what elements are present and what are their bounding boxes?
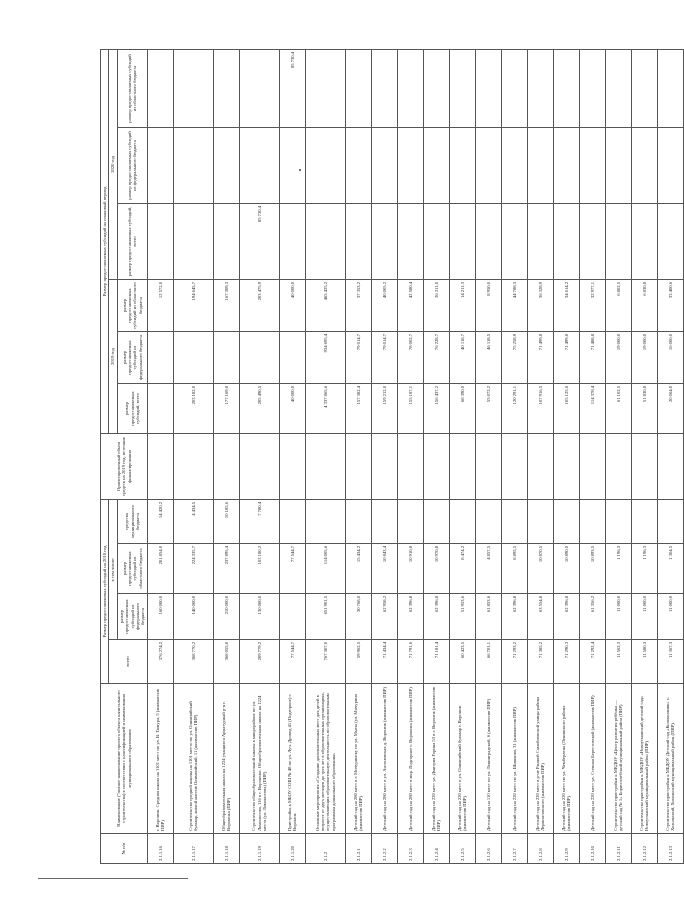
row-value (501, 500, 527, 544)
row-value: 77 544,7 (279, 640, 305, 684)
row-value (305, 49, 345, 127)
row-value (579, 434, 605, 500)
table-row (475, 49, 501, 863)
row-value: 465 425,2 (305, 280, 345, 332)
row-value (173, 49, 213, 127)
row-value: 105 125,6 (553, 384, 579, 434)
row-value (305, 128, 345, 204)
row-value: 51 830,8 (631, 384, 657, 434)
row-value: 205 490,5 (239, 384, 279, 434)
row-value: 4 337 865,6 (305, 384, 345, 434)
table-row (657, 49, 683, 863)
row-value: 14 211,3 (449, 280, 475, 332)
header-name: Наименование ("полное наименование проекта объекта капитального строительства) в соответствии с классификацией и наименования муниципального образования (101, 684, 148, 834)
row-value: 8 950,0 (475, 280, 501, 332)
row-value: 71 499,8 (553, 332, 579, 384)
row-value: 10 890,0 (553, 544, 579, 594)
row-value: 177 169,0 (213, 384, 239, 434)
header-2020-obl: размер предоставляемых субсидий из областного бюджета (117, 49, 147, 127)
row-value: 201 854,0 (147, 544, 173, 594)
row-value (475, 434, 501, 500)
row-value: 12 572,0 (147, 280, 173, 332)
row-value: 16 000,0 (657, 332, 683, 384)
row-value: 44 788,3 (501, 280, 527, 332)
row-name: Пристройка к МБОУ СОШ № 48 по ул. Луч. Дровод 41 (Подгорное) г. Воронеж (279, 684, 305, 834)
header-2019: 2019 год (109, 280, 117, 434)
row-value (657, 500, 683, 544)
row-value (579, 204, 605, 280)
row-name: Основные мероприятия «Создание дополнительных мест для детей в возрасте от двух месяцев до трех лет в образовательных организациях, осуществляющих образовательную деятельность по образовательным программам дошкольного образования» (305, 684, 345, 834)
row-value: 19 000,0 (605, 332, 631, 384)
row-code: 2.1.1.17 (173, 834, 213, 864)
row-value (475, 204, 501, 280)
row-value (397, 500, 423, 544)
header-size-obl: размер предоставляемых субсидий из областного бюджета (117, 280, 147, 332)
row-code: 2.1.2.2 (371, 834, 397, 864)
row-value: 40 000,0 (279, 280, 305, 332)
row-value: 1 196,3 (605, 544, 631, 594)
header-size-total: размер предоставляемых субсидий, всего (117, 384, 147, 434)
row-value: 10 843,4 (371, 544, 397, 594)
row-value: 210 000,0 (213, 594, 239, 640)
row-name: Строительство общеобразовательной школы в микрорайоне по ул. Ломоносова, 116 в г. Воронеже. Общеобразовательная школа на 1224 места (ул. Ломоносова) (ПИР) (239, 684, 279, 834)
row-value: 40 005,2 (371, 280, 397, 332)
row-value: 11 000,0 (657, 594, 683, 640)
row-name: Общеобразовательная школа на 1224 учащихся Арматурный р-н г. Воронежа (ПИР) (213, 684, 239, 834)
row-value (553, 128, 579, 204)
row-value: 237 895,4 (213, 544, 239, 594)
row-value: 71 488,8 (579, 332, 605, 384)
row-value: 68 390,0 (449, 384, 475, 434)
row-value: 6 830,8 (631, 280, 657, 332)
row-value (631, 434, 657, 500)
row-value (527, 204, 553, 280)
row-value (279, 500, 305, 544)
row-code: 2.1.1.20 (279, 834, 305, 864)
row-value (423, 49, 449, 127)
row-value: 26 211,0 (423, 280, 449, 332)
row-value: 19 000,0 (631, 332, 657, 384)
row-name: Детский сад на 220 мест ул. Дмитрия Горина 53 в г. Воронеж (жилмассив ПИР) (423, 684, 449, 834)
row-value (501, 204, 527, 280)
row-value (423, 204, 449, 280)
row-value: 62 396,8 (423, 594, 449, 640)
row-name: Детский сад на 220 мест в ул. Олимпийский бульвар г. Воронеж (жилмассив ПИР) (449, 684, 475, 834)
row-value: 157 382,4 (345, 384, 371, 434)
table-row (371, 49, 397, 863)
row-value (239, 434, 279, 500)
row-name: Строительство пристройки к МКДОУ «Центр развития ребёнка — детский сад № 1» Борисоглебский муниципальный район (ПИР) (605, 684, 631, 834)
table-row (345, 49, 371, 863)
row-value (397, 204, 423, 280)
row-value (397, 128, 423, 204)
row-code: 2.1.2.8 (527, 834, 553, 864)
row-value: 11 562,3 (605, 640, 631, 684)
row-name: Строительство пристройки к МКДОУ «Новоусманский детский сад» Новоусманский муниципальный район (ПИР) (631, 684, 657, 834)
row-value: 71 499,8 (527, 332, 553, 384)
row-name: Детский сад на 220 мест ул. Степная Берестовской (жилмассив ПИР) (579, 684, 605, 834)
table-header (101, 49, 148, 863)
row-value (631, 128, 657, 204)
row-value (423, 500, 449, 544)
row-name: г. Воронеж. Средняя школа на 1101 мест по ул. В. Тимура, 5 (жилмассив ПИР) (147, 684, 173, 834)
row-value: 103 180,2 (239, 544, 279, 594)
row-value: 34 614,2 (553, 280, 579, 332)
header-2020: 2020 год (109, 49, 117, 279)
row-value: 71 290,3 (553, 640, 579, 684)
row-code: 2.1.2.10 (579, 834, 605, 864)
row-value: 46 118,5 (475, 332, 501, 384)
table-row (579, 49, 605, 863)
table-row (449, 49, 475, 863)
row-value (553, 500, 579, 544)
row-code: 2.1.2 (305, 834, 345, 864)
row-code: 2.1.2.3 (397, 834, 423, 864)
row-value (527, 500, 553, 544)
row-value (579, 500, 605, 544)
row-value: 114 005,6 (305, 544, 345, 594)
row-value: 4 434,5 (173, 500, 213, 544)
row-value (239, 128, 279, 204)
row-value: 14 420,2 (147, 500, 173, 544)
row-value: 71 181,4 (423, 640, 449, 684)
row-value (449, 500, 475, 544)
row-value: 10 970,8 (423, 544, 449, 594)
row-value: 1 196,3 (631, 544, 657, 594)
row-value: 20 064,0 (657, 384, 683, 434)
row-value: 60 423,5 (449, 640, 475, 684)
row-value (371, 128, 397, 204)
row-value (579, 49, 605, 127)
row-value: 37 353,2 (345, 280, 371, 332)
row-value: 10 910,8 (397, 544, 423, 594)
row-value: 85 730,4 (239, 204, 279, 280)
table-row (397, 49, 423, 863)
row-value: 61 356,2 (579, 594, 605, 640)
row-value (279, 128, 305, 204)
row-value: 62 958,2 (371, 594, 397, 640)
row-value (173, 434, 213, 500)
table-body (147, 49, 683, 863)
row-value (147, 128, 173, 204)
row-value (475, 128, 501, 204)
row-value: 71 385,2 (527, 640, 553, 684)
row-value (147, 204, 173, 280)
row-value (239, 332, 279, 384)
row-value: 62 396,8 (553, 594, 579, 640)
table-row (527, 49, 553, 863)
row-name: Детский сад на 220 мест по ул. Чемберлена (Ленинского района (жилмассив ПИР) (553, 684, 579, 834)
row-value: 934 695,4 (305, 332, 345, 384)
row-value: 203 182,0 (173, 384, 213, 434)
row-value (631, 49, 657, 127)
table-row (173, 49, 213, 863)
row-value: 40 000,0 (279, 384, 305, 434)
row-value (449, 204, 475, 280)
row-value: 167 309,3 (213, 280, 239, 332)
row-value: 30 768,0 (345, 594, 371, 640)
row-name: Строительство средней школы на 1101 место по ул. Олимпийский бульвар, жилой массив Олимпийский, 11 (жилмассив ПИР) (173, 684, 213, 834)
row-value: 209 779,2 (239, 640, 279, 684)
row-value: 368 055,0 (213, 640, 239, 684)
row-value: 79 014,7 (371, 332, 397, 384)
row-value (239, 49, 279, 127)
row-value: 203 475,9 (239, 280, 279, 332)
table-row (605, 49, 631, 863)
table-row (305, 49, 345, 863)
row-value: 78 002,7 (397, 332, 423, 384)
row-value: 71 791,6 (397, 640, 423, 684)
row-value (345, 49, 371, 127)
row-value: 61 102,5 (605, 384, 631, 434)
header-obl: размер предоставляемых субсидий из областного бюджета (117, 544, 147, 594)
row-value: 10 185,6 (213, 500, 239, 544)
row-value: 1 304,5 (657, 544, 683, 594)
row-value (605, 128, 631, 204)
row-value (213, 128, 239, 204)
row-value: 71 292,4 (579, 640, 605, 684)
table-row (631, 49, 657, 863)
row-code: 2.1.2.11 (605, 834, 631, 864)
row-value (279, 594, 305, 640)
row-value (371, 49, 397, 127)
row-value (527, 49, 553, 127)
row-value (173, 332, 213, 384)
row-value: 194 645,7 (173, 280, 213, 332)
header-future: Размер предоставляемых субсидий на плановый период (101, 49, 109, 433)
header-estimate: Ориентировочный объем средств на 2019 год, источник финансирования (101, 434, 148, 500)
row-value (213, 434, 239, 500)
row-value (449, 128, 475, 204)
row-value: 6 802,5 (605, 280, 631, 332)
row-value: 160 000,0 (147, 594, 173, 640)
row-code: 2.1.2.6 (475, 834, 501, 864)
row-value (345, 434, 371, 500)
row-value: 10 893,5 (579, 544, 605, 594)
row-code: 2.1.2.1 (345, 834, 371, 864)
row-code: 2.1.2.12 (631, 834, 657, 864)
row-value: 40 118,7 (449, 332, 475, 384)
row-value (475, 500, 501, 544)
row-value (501, 434, 527, 500)
row-value (449, 49, 475, 127)
row-value: 61 853,6 (475, 594, 501, 640)
row-value (527, 128, 553, 204)
row-value (657, 434, 683, 500)
header-subsidy-2018: Размер предоставляемых субсидий на 2018 год (101, 500, 109, 684)
row-value: 75 258,9 (501, 332, 527, 384)
header-2020-total: размер предоставляемых субсидий, всего (117, 204, 147, 280)
table-row (239, 49, 279, 863)
row-value: 107 916,5 (527, 384, 553, 434)
row-value (279, 434, 305, 500)
row-value (553, 434, 579, 500)
row-value (579, 128, 605, 204)
header-no: № п/п (101, 834, 148, 864)
row-value: 71 293,2 (501, 640, 527, 684)
row-value (147, 434, 173, 500)
row-value: 51 953,6 (449, 594, 475, 640)
row-value: 32 977,1 (579, 280, 605, 332)
row-value: 42 580,4 (397, 280, 423, 332)
row-value (305, 500, 345, 544)
header-size-fed: размер предоставляемых субсидий из федерального бюджета (117, 332, 147, 384)
row-value: 71 434,4 (371, 640, 397, 684)
row-value: 8 474,2 (449, 544, 475, 594)
row-value (371, 204, 397, 280)
row-value (345, 204, 371, 280)
table-row (501, 49, 527, 863)
header-2020-fed: размер предоставляемых субсидий из федерального бюджета (117, 128, 147, 204)
row-value (213, 332, 239, 384)
row-value: 10 870,5 (527, 544, 553, 594)
row-value: 368 770,2 (173, 640, 213, 684)
row-value: 140 000,0 (173, 594, 213, 640)
row-value: 63 554,8 (527, 594, 553, 640)
row-value: 33 400,6 (657, 280, 683, 332)
row-value: 85 730,4 (279, 49, 305, 127)
table-row (553, 49, 579, 863)
row-value (657, 49, 683, 127)
row-name: Детский сад на 110 мест по ул. Ленинградской, 6 (жилмассив ПИР) (475, 684, 501, 834)
row-code: 2.1.2.4 (423, 834, 449, 864)
row-value (397, 49, 423, 127)
row-name: Детский сад на 280 мест в г. Мичуринску по ул. Мысы (ул. Мичурина (жилмассив ПИР) (345, 684, 371, 834)
row-value (605, 49, 631, 127)
row-value: 4 857,5 (475, 544, 501, 594)
row-value (147, 332, 173, 384)
table-row (147, 49, 173, 863)
row-value (631, 500, 657, 544)
row-value (279, 332, 305, 384)
row-value (553, 204, 579, 280)
header-fed: размер предоставляемых субсидий из федерального бюджета (117, 594, 147, 640)
row-value (423, 128, 449, 204)
row-name: Детский сад на 220 мест в р-не Ржавой Самойловской улицы района Лермонтовского (жилмассив ПИР) (527, 684, 553, 834)
row-code: 2.1.2.13 (657, 834, 683, 864)
row-value: 120 291,1 (501, 384, 527, 434)
row-value: 66 701,1 (475, 640, 501, 684)
row-name: Детский сад на 280 мест в мкр. Подгорное г. Воронежа (жилмассив ПИР) (397, 684, 423, 834)
row-value: 224 335,7 (173, 544, 213, 594)
row-value (475, 49, 501, 127)
row-value (279, 204, 305, 280)
row-value: 156 437,2 (423, 384, 449, 434)
row-value: 767 307,0 (305, 640, 345, 684)
row-name: Детский сад на 280 мест в ул. Антоновская д. Воронеж (жилмассив ПИР) (371, 684, 397, 834)
row-value (605, 500, 631, 544)
row-value (305, 204, 345, 280)
row-value (423, 434, 449, 500)
row-value (173, 128, 213, 204)
table-row (279, 49, 305, 863)
row-value (371, 500, 397, 544)
row-name: Строительство пристройки к МБДОУ Детский сад «Колокольчик» с. Хохольский, Хохольский муниципальный район (ПИР) (657, 684, 683, 834)
row-value: 55 072,2 (475, 384, 501, 434)
row-value: 7 780,4 (239, 500, 279, 544)
row-value: 36 328,9 (527, 280, 553, 332)
row-value: 11 367,3 (657, 640, 683, 684)
row-value: 8 895,5 (501, 544, 527, 594)
row-value (631, 204, 657, 280)
row-code: 2.1.1.18 (213, 834, 239, 864)
row-value: 77 544,7 (279, 544, 305, 594)
row-value (527, 434, 553, 500)
row-value (371, 434, 397, 500)
row-code: 2.1.2.7 (501, 834, 527, 864)
row-code: 2.1.2.5 (449, 834, 475, 864)
row-value: 59 962,5 (345, 640, 371, 684)
row-value (605, 204, 631, 280)
row-value (213, 204, 239, 280)
table-row (213, 49, 239, 863)
header-mun: средства муниципального бюджета (117, 500, 147, 544)
row-value: 62 396,8 (397, 594, 423, 640)
header-total: всего (109, 640, 147, 684)
row-code: 2.1.1.16 (147, 834, 173, 864)
row-value (553, 49, 579, 127)
subsidy-table (100, 49, 684, 864)
row-value: 79 014,7 (345, 332, 371, 384)
row-value: 114 378,4 (579, 384, 605, 434)
row-value (657, 128, 683, 204)
row-value (345, 500, 371, 544)
table-row (423, 49, 449, 863)
row-value: 11 000,0 (605, 594, 631, 640)
row-value: 11 580,3 (631, 640, 657, 684)
row-value: 11 000,0 (631, 594, 657, 640)
row-value (605, 434, 631, 500)
row-value: 130 000,0 (239, 594, 279, 640)
row-value: 76 228,7 (423, 332, 449, 384)
row-value: 155 187,1 (397, 384, 423, 434)
footer-rule (38, 878, 188, 879)
row-name: Детский сад на 220 мест по ул. Шишкова, 31 (жилмассив ПИР) (501, 684, 527, 834)
row-value: 62 396,8 (501, 594, 527, 640)
row-value (213, 49, 239, 127)
row-value (173, 204, 213, 280)
row-code: 2.1.1.19 (239, 834, 279, 864)
row-value (147, 49, 173, 127)
rotated-table-container (100, 50, 676, 864)
row-value (305, 434, 345, 500)
row-value (501, 128, 527, 204)
row-value (147, 384, 173, 434)
header-incl: в том числе: (109, 500, 117, 640)
row-value: 651 901,5 (305, 594, 345, 640)
row-value: 159 212,0 (371, 384, 397, 434)
row-code: 2.1.2.9 (553, 834, 579, 864)
row-value (501, 49, 527, 127)
row-value (397, 434, 423, 500)
row-value (345, 128, 371, 204)
row-value (657, 204, 683, 280)
row-value (449, 434, 475, 500)
row-value: 15 434,2 (345, 544, 371, 594)
row-value: 376 274,2 (147, 640, 173, 684)
